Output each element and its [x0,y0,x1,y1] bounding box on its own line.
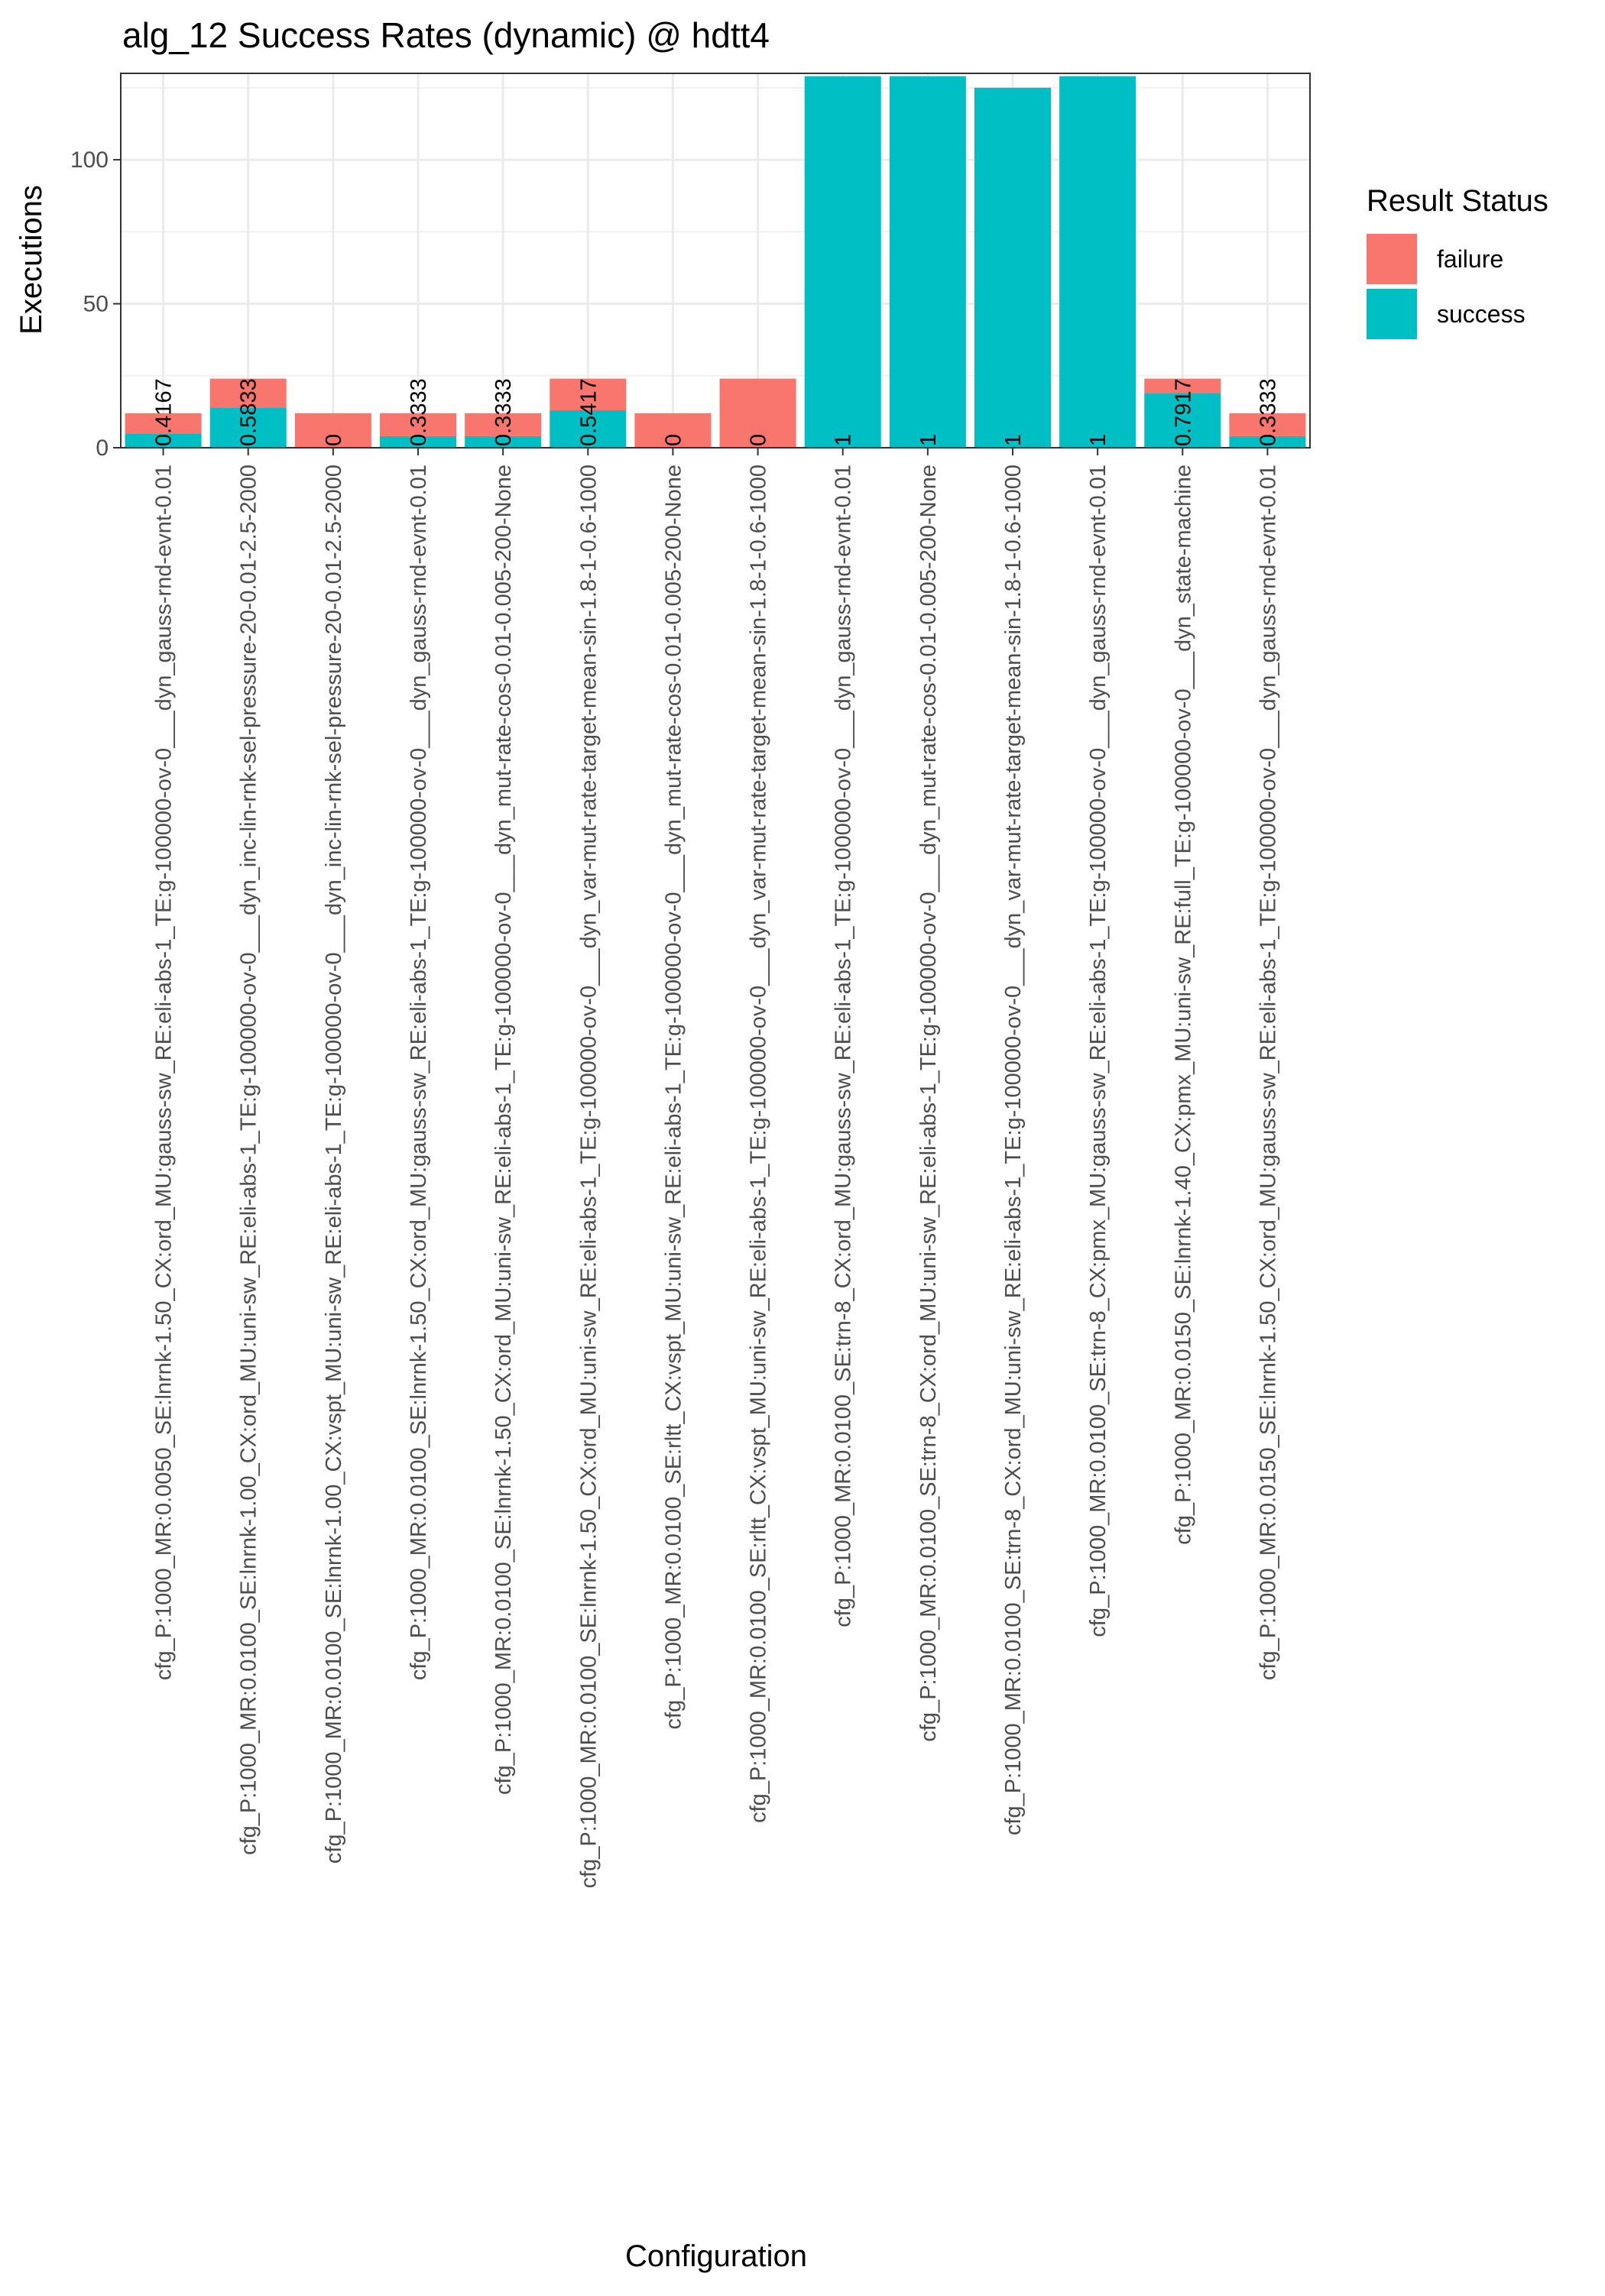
chart-title: alg_12 Success Rates (dynamic) @ hdtt4 [122,15,770,55]
data-label: 0.3333 [407,378,431,446]
data-label: 0 [661,433,686,446]
x-tick-label: cfg_P:1000_MR:0.0100_SE:lnrnk-1.00_CX:ord_MU:uni-sw_RE:eli-abs-1_TE:g-100000-ov-0___dyn_inc-lin-rnk-sel-pressure-20-0.01-2.5-2000 [236,465,261,1855]
legend [1367,184,1548,339]
bar-success [974,88,1051,448]
x-tick-label: cfg_P:1000_MR:0.0100_SE:rltt_CX:vspt_MU:uni-sw_RE:eli-abs-1_TE:g-100000-ov-0___dyn_mut-rate-cos-0.01-0.005-200-None [661,465,686,1730]
x-tick-label: cfg_P:1000_MR:0.0100_SE:trn-8_CX:pmx_MU:gauss-sw_RE:eli-abs-1_TE:g-100000-ov-0___dyn_gauss-rnd-evnt-0.01 [1086,465,1111,1637]
legend-label-success: success [1437,300,1526,328]
x-tick-label: cfg_P:1000_MR:0.0150_SE:lnrnk-1.50_CX:ord_MU:gauss-sw_RE:eli-abs-1_TE:g-100000-ov-0___dyn_gauss-rnd-evnt-0.01 [1256,465,1281,1681]
data-label: 1 [916,433,941,446]
legend-key-success [1367,289,1417,339]
y-tick-label: 100 [70,147,109,173]
x-tick-label: cfg_P:1000_MR:0.0100_SE:lnrnk-1.00_CX:vspt_MU:uni-sw_RE:eli-abs-1_TE:g-100000-ov-0___dyn_inc-lin-rnk-sel-pressure-20-0.01-2.5-2000 [321,465,346,1864]
x-tick-label: cfg_P:1000_MR:0.0100_SE:rltt_CX:vspt_MU:uni-sw_RE:eli-abs-1_TE:g-100000-ov-0___dyn_var-mut-rate-target-mean-sin-1.8-1-0.6-1000 [746,465,771,1823]
data-label: 0.5833 [236,378,261,446]
bar-success [1059,76,1136,448]
x-tick-label: cfg_P:1000_MR:0.0100_SE:lnrnk-1.50_CX:ord_MU:uni-sw_RE:eli-abs-1_TE:g-100000-ov-0___dyn_var-mut-rate-target-mean-sin-1.8-1-0.6-1000 [576,465,601,1889]
data-label: 0 [321,433,346,446]
data-label: 1 [1001,433,1026,446]
data-label: 0.3333 [491,378,517,446]
data-label: 0.7917 [1171,378,1196,446]
x-tick-label: cfg_P:1000_MR:0.0100_SE:trn-8_CX:ord_MU:uni-sw_RE:eli-abs-1_TE:g-100000-ov-0___dyn_var-mut-rate-target-mean-sin-1.8-1-0.6-1000 [1001,465,1026,1836]
data-label: 1 [831,433,856,446]
y-axis-title: Executions [15,185,48,335]
legend-label-failure: failure [1437,245,1504,273]
y-tick-label: 50 [83,291,109,317]
data-label: 0.3333 [1256,378,1281,446]
bar-success [890,76,966,448]
x-tick-label: cfg_P:1000_MR:0.0100_SE:lnrnk-1.50_CX:ord_MU:gauss-sw_RE:eli-abs-1_TE:g-100000-ov-0___dyn_gauss-rnd-evnt-0.01 [407,465,431,1681]
data-label: 1 [1086,433,1111,446]
x-tick-label: cfg_P:1000_MR:0.0100_SE:trn-8_CX:ord_MU:uni-sw_RE:eli-abs-1_TE:g-100000-ov-0___dyn_mut-rate-cos-0.01-0.005-200-None [916,465,941,1742]
x-tick-label: cfg_P:1000_MR:0.0100_SE:lnrnk-1.50_CX:ord_MU:uni-sw_RE:eli-abs-1_TE:g-100000-ov-0___dyn_mut-rate-cos-0.01-0.005-200-None [491,465,517,1795]
x-axis-title: Configuration [625,2239,807,2273]
y-tick-label: 0 [96,436,109,461]
data-label: 0 [746,433,771,446]
x-tick-label: cfg_P:1000_MR:0.0100_SE:trn-8_CX:ord_MU:gauss-sw_RE:eli-abs-1_TE:g-100000-ov-0___dyn_gauss-rnd-evnt-0.01 [831,465,856,1627]
bar-success [805,76,881,448]
data-label: 0.4167 [151,378,177,446]
legend-key-failure [1367,234,1417,284]
x-tick-label: cfg_P:1000_MR:0.0150_SE:lnrnk-1.40_CX:pmx_MU:uni-sw_RE:full_TE:g-100000-ov-0___dyn_state-machine [1171,465,1196,1545]
x-tick-label: cfg_P:1000_MR:0.0050_SE:lnrnk-1.50_CX:ord_MU:gauss-sw_RE:eli-abs-1_TE:g-100000-ov-0___dyn_gauss-rnd-evnt-0.01 [151,465,177,1681]
legend-title: Result Status [1367,184,1548,218]
data-label: 0.5417 [576,378,601,446]
